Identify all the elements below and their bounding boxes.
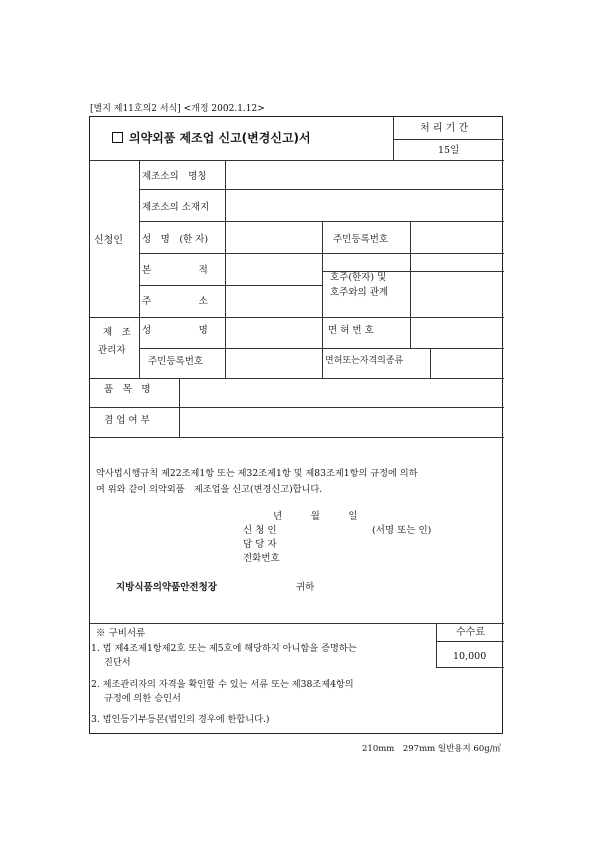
manager-name-label: 성 명	[142, 325, 208, 336]
applicant-sign-label: 신 청 인	[243, 525, 277, 536]
householder-label-line2: 호주와의 관계	[330, 287, 389, 298]
householder-label-line1: 호주(한자) 및	[330, 272, 387, 283]
sign-note: (서명 또는 인)	[372, 525, 432, 536]
license-type-label: 면허또는자격의종류	[325, 356, 404, 366]
divider	[393, 117, 394, 160]
resident-number-field[interactable]	[410, 222, 502, 253]
declaration-line2: 여 위와 같이 의약외품 제조업을 신고(변경신고)합니다.	[96, 484, 323, 495]
name-hanja-field[interactable]	[226, 222, 320, 253]
declaration-line1: 약사법시행규칙 제22조제1항 또는 제32조제1항 및 제83조제1항의 규정에 의하	[96, 468, 418, 479]
applicant-label: 신청인	[94, 235, 123, 246]
form-title: 의약외품 제조업 신고(변경신고)서	[112, 131, 311, 145]
name-hanja-label: 성 명 (한 자)	[142, 234, 209, 245]
manager-resident-number-label: 주민등록번호	[148, 356, 204, 367]
documents-header: ※ 구비서류	[96, 628, 146, 639]
processing-period-label: 처 리 기 간	[420, 123, 469, 134]
divider	[436, 641, 504, 642]
item-name-label: 품 목 명	[104, 384, 151, 395]
checkbox-icon[interactable]	[112, 132, 123, 143]
concurrent-business-field[interactable]	[180, 407, 502, 435]
divider	[90, 437, 504, 438]
concurrent-business-label: 겸 업 여 부	[104, 415, 150, 426]
address-label: 주 소	[142, 296, 208, 307]
manager-label-line2: 관리자	[98, 345, 126, 356]
factory-address-field[interactable]	[226, 190, 502, 221]
divider	[393, 139, 504, 140]
divider	[430, 348, 431, 378]
divider	[436, 623, 437, 667]
divider	[436, 667, 504, 668]
person-in-charge-label: 담 당 자	[243, 539, 277, 550]
fee-label: 수수료	[456, 627, 485, 638]
phone-label: 전화번호	[243, 553, 280, 564]
recipient: 지방식품의약품안전청장	[116, 582, 217, 593]
divider	[139, 285, 322, 286]
paper-spec: 210mm 297mm 일반용지 60g/㎡	[362, 744, 502, 754]
date-line: 년 월 일	[273, 511, 358, 522]
factory-name-field[interactable]	[226, 161, 502, 189]
processing-period-value: 15일	[438, 145, 460, 156]
document-item-1-line2: 진단서	[104, 657, 131, 668]
form-header: [별지 제11호의2 서식] <개정 2002.1.12>	[90, 104, 265, 114]
factory-address-label: 제조소의 소재지	[142, 202, 210, 213]
document-item-2-line1: 2. 제조관리자의 자격을 확인할 수 있는 서류 또는 제38조제4항의	[91, 679, 354, 690]
license-number-label: 면 허 번 호	[328, 325, 374, 336]
divider	[410, 317, 411, 348]
divider	[90, 317, 504, 318]
divider	[139, 160, 140, 378]
origin-label: 본 적	[142, 265, 208, 276]
factory-name-label: 제조소의 명칭	[142, 171, 207, 182]
recipient-suffix: 귀하	[296, 582, 315, 593]
fee-value: 10,000	[453, 651, 487, 662]
document-item-1-line1: 1. 법 제4조제1항제2호 또는 제5호에 해당하지 아니함을 증명하는	[91, 643, 357, 654]
divider	[322, 221, 323, 378]
resident-number-label: 주민등록번호	[333, 234, 389, 245]
divider	[90, 623, 504, 624]
document-item-3-line1: 3. 법인등기부등본(법인의 경우에 한합니다.)	[91, 714, 270, 725]
item-name-field[interactable]	[180, 378, 502, 406]
manager-label-line1: 제 조	[103, 327, 131, 338]
document-item-2-line2: 규정에 의한 승인서	[104, 693, 181, 704]
